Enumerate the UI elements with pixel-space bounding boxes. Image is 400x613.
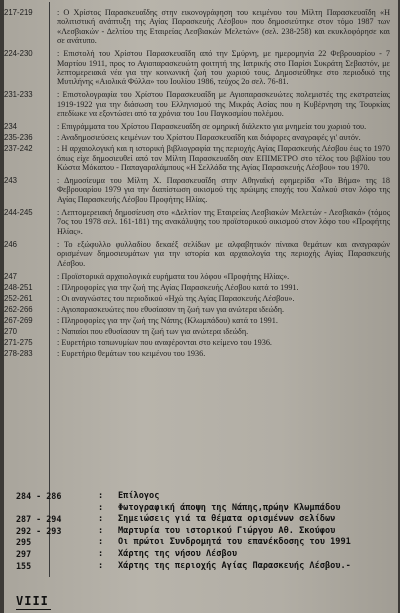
entry-description: Μαρτυρία του ιστορικού Γιώργου Αθ. Σκούφου bbox=[118, 525, 336, 536]
entry-page-range: 155 bbox=[16, 560, 32, 571]
entry-description: : Δημοσίευμα του Μίλτη Χ. Παρασκευαΐδη στην Αθηναϊκή εφημερίδα «Το Βήμα» της 18 Φεβρουαρίου 1979 για την διαπίστωση οικισμού της πρώιμης εποχής του Χαλκού στον λόφο της Αγίας Παρασκευής Λέσβου Προφήτης Ηλίας. bbox=[57, 176, 390, 204]
entry-page-range: 224-230 bbox=[4, 49, 33, 59]
typewritten-entry bbox=[16, 549, 396, 561]
entry-description: : Ο Χρίστος Παρασκευαΐδης στην εικονογράφηση του κειμένου του Μίλτη Παρασκευαΐδη «Η πολιτιστική ανάπτυξη της Αγίας Παρασκευής Λέσβου» που δημοσιεύτηκε στον τόμο 1987 των «Λεσβιακών - Δελτίου της Εταιρείας Λεσβιακών Μελετών» (σελ. 238-258) και εκυκλοφόρησε και σε ανάτυπο. bbox=[57, 8, 390, 46]
entry-page-range: 284 - 286 bbox=[16, 491, 62, 501]
typewritten-entry bbox=[16, 503, 396, 515]
entry-page-range: 292 - 293 bbox=[16, 525, 62, 536]
entry-page-range: 252-261 bbox=[4, 293, 33, 303]
entry-page-range: 271-275 bbox=[4, 337, 33, 347]
index-entry bbox=[4, 133, 398, 142]
entry-page-range: 248-251 bbox=[4, 282, 33, 292]
index-entry bbox=[4, 176, 398, 204]
index-entry bbox=[4, 294, 398, 303]
index-entry bbox=[4, 338, 398, 347]
entry-description: : Ναπαίοι που εθυσίασαν τη ζωή των για ανώτερα ιδεώδη. bbox=[57, 326, 249, 336]
entry-colon: : bbox=[98, 537, 104, 548]
index-entry bbox=[4, 49, 398, 87]
entry-colon: : bbox=[98, 548, 104, 559]
index-entry bbox=[4, 8, 398, 46]
entry-description: : Πληροφορίες για την ζωή της Νάπης (Κλωμπάδου) κατά το 1991. bbox=[57, 315, 278, 325]
entry-page-range: 217-219 bbox=[4, 8, 33, 17]
entry-description: Χάρτης της περιοχής Αγίας Παρασκευής Λέσβου.- bbox=[118, 560, 351, 571]
document-page bbox=[4, 0, 398, 613]
index-entry bbox=[4, 283, 398, 292]
entry-page-range: 237-242 bbox=[4, 144, 33, 154]
entry-description: : Οι αναγνώστες του περιοδικού «Ηχώ της Αγίας Παρασκευής Λέσβου». bbox=[57, 293, 295, 303]
index-entry bbox=[4, 144, 398, 172]
index-entry bbox=[4, 240, 398, 268]
typewritten-entry bbox=[16, 514, 396, 526]
entry-description: : Αγιοπαρασκευώτες που εθυσίασαν τη ζωή των για ανώτερα ιδεώδη. bbox=[57, 304, 285, 314]
index-entry bbox=[4, 305, 398, 314]
entry-colon: : bbox=[98, 502, 104, 513]
entry-page-range: 231-233 bbox=[4, 90, 33, 100]
entry-page-range: 247 bbox=[4, 271, 18, 281]
entry-description: : Αναδημοσιεύσεις κειμένων του Χρίστου Παρασκευαΐδη και διάφορες αναγραφές γι' αυτόν. bbox=[57, 133, 361, 143]
entry-page-range: 235-236 bbox=[4, 133, 33, 143]
entry-colon: : bbox=[98, 560, 104, 571]
entry-description: : Ευρετήριο τοπωνυμίων που αναφέρονται στο κείμενο του 1936. bbox=[57, 337, 272, 347]
entry-description: : Επιστολογραφία του Χρίστου Παρασκευαΐδη με Αγιοπαρασκευώτες πολεμιστές της εκστρατείας 1919-1922 για την διάσωση του Ελληνισμού της Μικράς Ασίας που η Κυβέρνηση της Τουρκίας επεδίωκε να εξοντώσει από τα χρόνια του 1ου Παγκοσμίου πολέμου. bbox=[57, 90, 390, 119]
index-entry bbox=[4, 327, 398, 336]
entry-description: : Προϊστορικά αρχαιολογικά ευρήματα του λόφου «Προφήτης Ηλίας». bbox=[57, 271, 290, 281]
entry-page-range: 297 bbox=[16, 548, 32, 559]
entry-description: : Επιστολή του Χρίστου Παρασκευαΐδη από την Σμύρνη, με ημερομηνία 22 Φεβρουαρίου - 7 Μαρτίου 1911, προς το Αγιοπαρασκευώτη φοιτητή της Ιατρικής στο Παρίσι Συκράτη Σεβαστόν, με λεπτομερειακά νέα για την κοινωνική ζωή του χωριού τους. Δημοσιεύθηκε στο περιοδικό της Μυτιλήνης «Αιολικά Φύλλα» του Ιουλίου 1986, τεύχος 2ο σελ. 76-81. bbox=[57, 49, 390, 87]
entry-page-range: 278-283 bbox=[4, 348, 33, 358]
typewritten-entry bbox=[16, 537, 396, 549]
typewritten-entry bbox=[16, 491, 396, 503]
entry-description: Οι πρώτοι Συνδρομητά του επανέκδοσης του 1991 bbox=[118, 537, 351, 548]
entry-description: : Λεπτομερειακή δημοσίευση στο «Δελτίον της Εταιρείας Λεσβιακών Μελετών - Λεσβιακά» (τόμος 7ος του 1978 σελ. 161-181) της ανακάλυψης του προϊστορικού οικισμού στον λόφο του «Προφήτης Ηλίας». bbox=[57, 207, 390, 236]
typewritten-entries bbox=[16, 491, 396, 572]
page-numeral: VIII bbox=[16, 594, 49, 608]
index-entry bbox=[4, 122, 398, 131]
entry-description: Φωτογραφική άποψη της Νάπης,πρώην Κλωμπάδου bbox=[118, 502, 341, 513]
entry-colon: : bbox=[98, 514, 104, 525]
entry-description: Σημειώσεις γιά τα θέματα ορισμένων σελίδων bbox=[118, 514, 336, 525]
index-entry bbox=[4, 208, 398, 236]
entry-description: : Πληροφορίες για την ζωή της Αγίας Παρασκευής Λέσβου κατά το 1991. bbox=[57, 282, 299, 292]
entry-page-range: 244-245 bbox=[4, 207, 33, 217]
entry-description: Χάρτης της νήσου Λέσβου bbox=[118, 548, 237, 559]
entry-page-range: 267-269 bbox=[4, 315, 33, 325]
typewritten-entry bbox=[16, 526, 396, 538]
entry-page-range: 243 bbox=[4, 176, 18, 186]
entry-colon: : bbox=[98, 525, 104, 536]
entry-description: : Το εξώφυλλο φυλλαδίου δεκαέξ σελίδων με αλφαβητικόν πίνακα θεμάτων και αναγραφών ορισμένων δημοσιευμάτων για την ιστορία και αρχαιολογία της περιοχής Αγίας Παρασκευής Λέσβου. bbox=[57, 239, 390, 268]
entry-page-range: 287 - 294 bbox=[16, 514, 62, 525]
index-entry bbox=[4, 349, 398, 358]
typewritten-entry bbox=[16, 561, 396, 573]
index-entry bbox=[4, 316, 398, 325]
entry-page-range: 295 bbox=[16, 537, 32, 548]
entry-description: : Ευρετήριο θεμάτων του κειμένου του 1936. bbox=[57, 348, 206, 358]
entry-page-range: 234 bbox=[4, 122, 18, 132]
entry-colon: : bbox=[98, 491, 104, 501]
entry-description: Επίλογος bbox=[118, 491, 160, 501]
entry-page-range: 270 bbox=[4, 326, 18, 336]
index-entries bbox=[4, 8, 398, 360]
entry-description: : Η αρχαιολογική και η ιστορική βιβλιογραφία της περιοχής Αγίας Παρασκευής Λέσβου έως το 1970 όπως είχε δημοσιευθεί από τον Μίλτη Παρασκευαΐδη σαν ΕΠΙΜΕΤΡΟ στο τέλος του βιβλίου του Κώστα Μόκαπου - Παπαγαραλάμπους «Η Σελλάδα της Αγίας Παρασκευής Λέσβου» του 1970. bbox=[57, 144, 390, 173]
entry-page-range: 246 bbox=[4, 239, 18, 249]
index-entry bbox=[4, 272, 398, 281]
entry-page-range: 262-266 bbox=[4, 304, 33, 314]
entry-description: : Επιγράμματα του Χρίστου Παρασκευαΐδη σε ομηρική διάλεκτο για μνημεία του χωριού του. bbox=[57, 122, 367, 132]
index-entry bbox=[4, 90, 398, 118]
